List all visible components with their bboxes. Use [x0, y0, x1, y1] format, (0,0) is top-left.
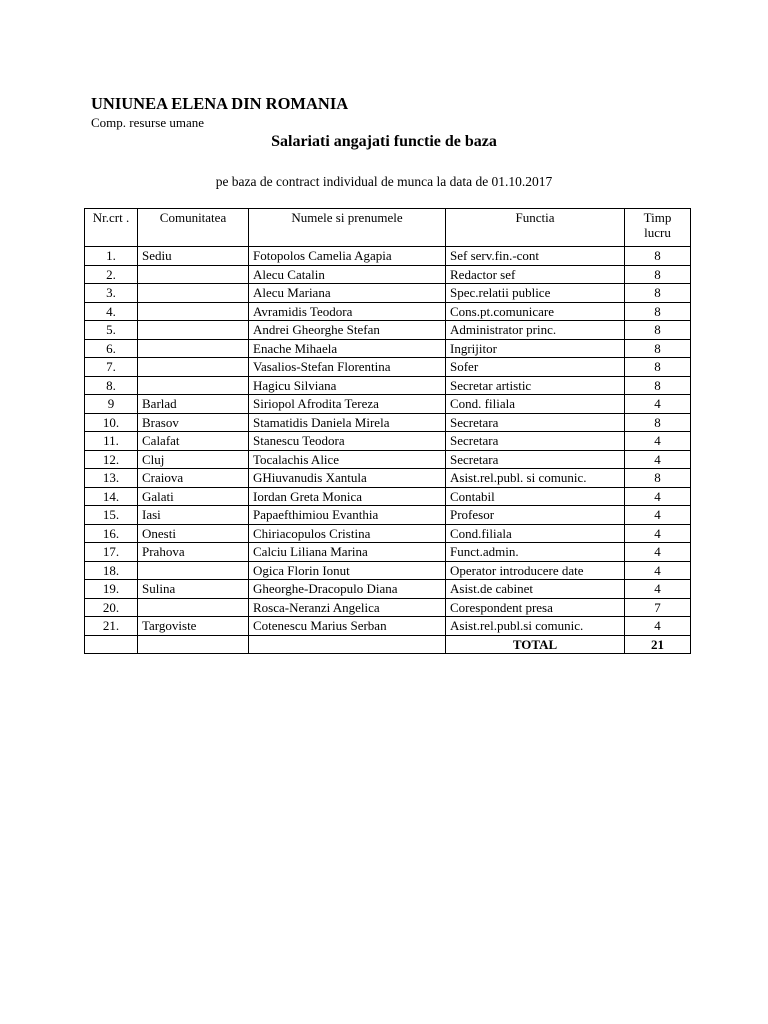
row-number: 1. [85, 247, 138, 266]
table-row [85, 432, 691, 451]
row-function: Contabil [446, 487, 625, 506]
row-function: Asist.rel.publ.si comunic. [446, 617, 625, 636]
row-name: Fotopolos Camelia Agapia [249, 247, 446, 266]
row-community: Brasov [138, 413, 249, 432]
row-name: Siriopol Afrodita Tereza [249, 395, 446, 414]
table-row [85, 598, 691, 617]
table-row [85, 580, 691, 599]
document-title-text: Salariati angajati functie de baza [271, 133, 497, 150]
row-time: 8 [625, 302, 691, 321]
row-function: Sofer [446, 358, 625, 377]
row-community [138, 358, 249, 377]
row-function: Secretara [446, 413, 625, 432]
row-name: Alecu Mariana [249, 284, 446, 303]
column-header-name: Numele si prenumele [249, 209, 446, 247]
total-empty-cell [85, 635, 138, 654]
row-number: 20. [85, 598, 138, 617]
row-time: 4 [625, 395, 691, 414]
organization-name: UNIUNEA ELENA DIN ROMANIA [91, 94, 349, 113]
column-header-function: Functia [446, 209, 625, 247]
row-name: Rosca-Neranzi Angelica [249, 598, 446, 617]
row-function: Secretar artistic [446, 376, 625, 395]
row-number: 6. [85, 339, 138, 358]
row-function: Corespondent presa [446, 598, 625, 617]
table-row [85, 265, 691, 284]
row-community [138, 302, 249, 321]
total-label: TOTAL [446, 635, 625, 654]
row-community: Craiova [138, 469, 249, 488]
row-number: 5. [85, 321, 138, 340]
row-time: 4 [625, 561, 691, 580]
row-time: 4 [625, 432, 691, 451]
row-time: 7 [625, 598, 691, 617]
row-time: 8 [625, 247, 691, 266]
row-function: Redactor sef [446, 265, 625, 284]
row-community [138, 321, 249, 340]
table-body [85, 247, 691, 636]
row-name: Stanescu Teodora [249, 432, 446, 451]
row-number: 19. [85, 580, 138, 599]
row-time: 4 [625, 580, 691, 599]
row-number: 2. [85, 265, 138, 284]
row-function: Profesor [446, 506, 625, 525]
row-number: 11. [85, 432, 138, 451]
table-row [85, 506, 691, 525]
row-name: Cotenescu Marius Serban [249, 617, 446, 636]
total-value: 21 [625, 635, 691, 654]
row-time: 8 [625, 339, 691, 358]
row-time: 4 [625, 543, 691, 562]
row-time: 8 [625, 358, 691, 377]
table-row [85, 543, 691, 562]
table-row [85, 284, 691, 303]
row-number: 18. [85, 561, 138, 580]
row-community [138, 376, 249, 395]
row-name: Enache Mihaela [249, 339, 446, 358]
row-number: 16. [85, 524, 138, 543]
row-community [138, 284, 249, 303]
row-name: GHiuvanudis Xantula [249, 469, 446, 488]
row-time: 4 [625, 487, 691, 506]
row-number: 13. [85, 469, 138, 488]
row-community: Iasi [138, 506, 249, 525]
table-row [85, 413, 691, 432]
row-function: Administrator princ. [446, 321, 625, 340]
row-number: 21. [85, 617, 138, 636]
row-name: Calciu Liliana Marina [249, 543, 446, 562]
row-time: 4 [625, 506, 691, 525]
row-time: 8 [625, 413, 691, 432]
table-row [85, 487, 691, 506]
row-name: Tocalachis Alice [249, 450, 446, 469]
row-function: Cond. filiala [446, 395, 625, 414]
row-community: Targoviste [138, 617, 249, 636]
row-name: Chiriacopulos Cristina [249, 524, 446, 543]
row-time: 8 [625, 321, 691, 340]
table-row [85, 358, 691, 377]
row-name: Papaefthimiou Evanthia [249, 506, 446, 525]
row-community: Calafat [138, 432, 249, 451]
row-number: 12. [85, 450, 138, 469]
row-community [138, 561, 249, 580]
row-community: Cluj [138, 450, 249, 469]
row-community: Barlad [138, 395, 249, 414]
column-header-time: Timp lucru [625, 209, 691, 247]
department-name: Comp. resurse umane [91, 115, 205, 130]
row-community: Onesti [138, 524, 249, 543]
total-empty-cell [138, 635, 249, 654]
row-name: Hagicu Silviana [249, 376, 446, 395]
row-function: Asist.de cabinet [446, 580, 625, 599]
row-function: Cons.pt.comunicare [446, 302, 625, 321]
row-name: Ogica Florin Ionut [249, 561, 446, 580]
row-number: 9 [85, 395, 138, 414]
table-row [85, 617, 691, 636]
table-row [85, 321, 691, 340]
row-community: Sediu [138, 247, 249, 266]
row-community: Galati [138, 487, 249, 506]
row-time: 4 [625, 524, 691, 543]
row-function: Asist.rel.publ. si comunic. [446, 469, 625, 488]
row-time: 8 [625, 265, 691, 284]
row-number: 4. [85, 302, 138, 321]
row-time: 8 [625, 376, 691, 395]
row-number: 7. [85, 358, 138, 377]
row-name: Iordan Greta Monica [249, 487, 446, 506]
row-community [138, 339, 249, 358]
column-header-nr: Nr.crt . [85, 209, 138, 247]
row-function: Operator introducere date [446, 561, 625, 580]
table-row [85, 247, 691, 266]
row-time: 4 [625, 617, 691, 636]
document-subtitle: pe baza de contract individual de munca la data de 01.10.2017 [215, 174, 553, 189]
table-row [85, 469, 691, 488]
row-name: Stamatidis Daniela Mirela [249, 413, 446, 432]
total-empty-cell [249, 635, 446, 654]
row-number: 10. [85, 413, 138, 432]
row-name: Avramidis Teodora [249, 302, 446, 321]
row-function: Funct.admin. [446, 543, 625, 562]
row-number: 17. [85, 543, 138, 562]
row-name: Alecu Catalin [249, 265, 446, 284]
row-time: 8 [625, 284, 691, 303]
row-function: Ingrijitor [446, 339, 625, 358]
row-function: Sef serv.fin.-cont [446, 247, 625, 266]
row-name: Gheorghe-Dracopulo Diana [249, 580, 446, 599]
row-time: 4 [625, 450, 691, 469]
table-row [85, 395, 691, 414]
table-row [85, 302, 691, 321]
row-community: Prahova [138, 543, 249, 562]
table-header-row [85, 209, 691, 247]
total-row [85, 635, 691, 654]
column-header-community: Comunitatea [138, 209, 249, 247]
row-function: Spec.relatii publice [446, 284, 625, 303]
table-row [85, 450, 691, 469]
row-time: 8 [625, 469, 691, 488]
table-row [85, 339, 691, 358]
row-number: 8. [85, 376, 138, 395]
row-community: Sulina [138, 580, 249, 599]
row-name: Vasalios-Stefan Florentina [249, 358, 446, 377]
row-community [138, 265, 249, 284]
row-community [138, 598, 249, 617]
employees-table [84, 208, 691, 654]
table-row [85, 524, 691, 543]
table-row [85, 376, 691, 395]
row-function: Secretara [446, 450, 625, 469]
document-title [0, 133, 768, 151]
row-name: Andrei Gheorghe Stefan [249, 321, 446, 340]
row-function: Secretara [446, 432, 625, 451]
row-number: 3. [85, 284, 138, 303]
row-number: 15. [85, 506, 138, 525]
table-row [85, 561, 691, 580]
row-number: 14. [85, 487, 138, 506]
row-function: Cond.filiala [446, 524, 625, 543]
